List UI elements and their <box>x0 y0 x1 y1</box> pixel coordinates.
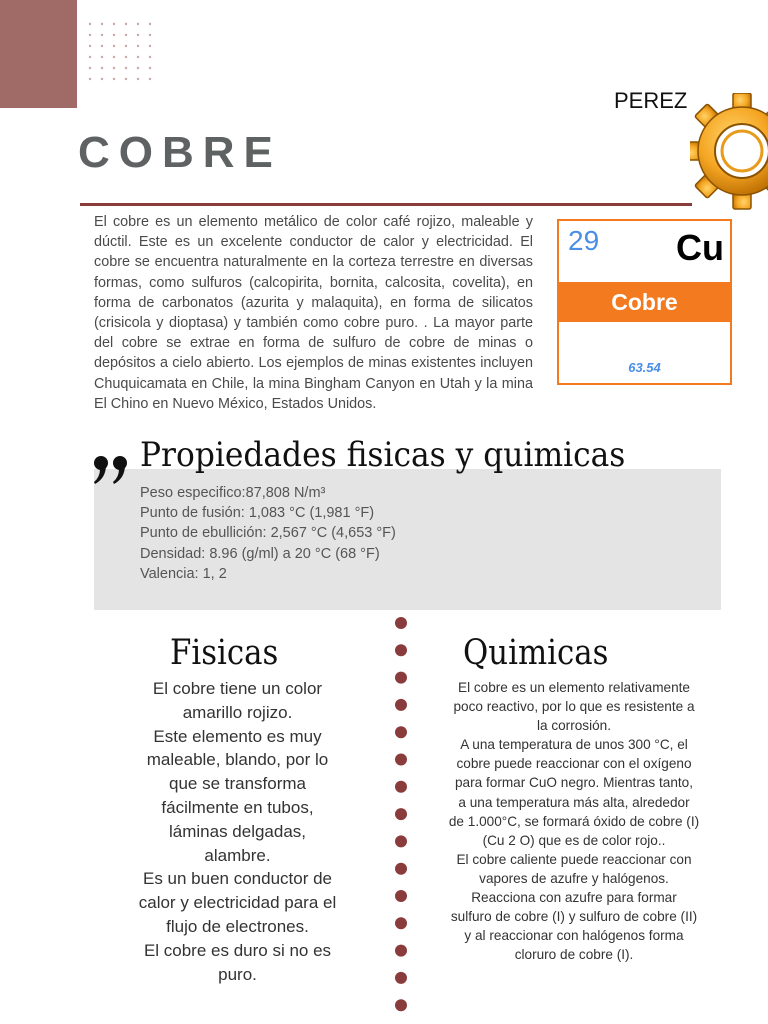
quimicas-line: cobre puede reaccionar con el oxígeno <box>456 756 692 772</box>
title-divider <box>80 203 692 206</box>
decor-dot <box>101 23 103 25</box>
fisicas-line: Este elemento es muy <box>153 726 322 746</box>
decor-dot <box>113 23 115 25</box>
fisicas-line: El cobre es duro si no es <box>143 940 332 960</box>
decor-dot <box>89 67 91 69</box>
divider-dot <box>395 835 407 847</box>
quimicas-line: vapores de azufre y halógenos. <box>479 870 669 886</box>
decor-dot <box>101 78 103 80</box>
atomic-mass: 63.54 <box>628 360 661 375</box>
decor-dot <box>113 78 115 80</box>
fisicas-line: Es un buen conductor de <box>142 869 333 889</box>
decor-dot <box>101 34 103 36</box>
quimicas-line: cloruro de cobre (I). <box>514 947 634 963</box>
fisicas-line: maleable, blando, por lo <box>146 750 329 770</box>
decor-dot <box>125 67 127 69</box>
decor-dot <box>125 56 127 58</box>
corner-accent-block <box>0 0 77 108</box>
property-item: Peso especifico:87,808 N/m³ <box>140 485 326 501</box>
quimicas-text <box>436 678 712 964</box>
property-item: Densidad: 8.96 (g/ml) a 20 °C (68 °F) <box>140 545 380 562</box>
decor-dot <box>125 34 127 36</box>
divider-dot <box>395 781 407 793</box>
decor-dot <box>113 45 115 47</box>
decor-dot <box>89 23 91 25</box>
dot-grid-decoration <box>88 22 152 82</box>
divider-dot <box>395 972 407 984</box>
properties-heading: Propiedades fisicas y quimicas <box>140 435 626 475</box>
decor-dot <box>101 56 103 58</box>
element-name-band <box>559 282 730 322</box>
divider-dot <box>395 726 407 738</box>
divider-dot <box>395 699 407 711</box>
periodic-element-card <box>557 219 732 385</box>
decor-dot <box>89 34 91 36</box>
fisicas-heading: Fisicas <box>170 633 279 673</box>
decor-dot <box>137 34 139 36</box>
fisicas-line: flujo de electrones. <box>166 916 309 936</box>
decor-dot <box>149 78 151 80</box>
decor-dot <box>149 56 151 58</box>
fisicas-text <box>126 677 349 986</box>
quimicas-line: Reacciona con azufre para formar <box>471 890 677 906</box>
quimicas-line: y al reaccionar con halógenos forma <box>464 928 684 944</box>
decor-dot <box>113 34 115 36</box>
quimicas-line: El cobre caliente puede reaccionar con <box>456 851 692 867</box>
decor-dot <box>137 78 139 80</box>
decor-dot <box>125 23 127 25</box>
fisicas-line: fácilmente en tubos, <box>161 797 314 817</box>
property-item: Punto de ebullición: 2,567 °C (4,653 °F) <box>140 525 396 542</box>
quote-icon <box>92 452 132 486</box>
quimicas-line: (Cu 2 O) que es de color rojo.. <box>482 832 666 848</box>
decor-dot <box>149 45 151 47</box>
intro-paragraph: El cobre es un elemento metálico de color café rojizo, maleable y dúctil. Este es un excelente conductor de calor y electricidad. El cobre se encuentra naturalmente en la corteza terrestre en diversas formas, como sulfuros (calcopirita, bornita, calcosita, covelita), en forma de carbonatos (azurita y malaquita), en forma de silicatos (crisicola y dioptasa) y también como cobre puro. . La mayor parte del cobre se extrae en forma de sulfuro de cobre de minas o depósitos a cielo abierto. Los ejemplos de minas existentes incluyen Chuquicamata en Chile, la mina Bingham Canyon en Utah y la mina El Chino en Nuevo México, Estados Unidos. <box>94 214 533 412</box>
decor-dot <box>113 67 115 69</box>
decor-dot <box>137 45 139 47</box>
element-symbol: Cu <box>676 227 724 268</box>
decor-dot <box>149 34 151 36</box>
quimicas-line: sulfuro de cobre (I) y sulfuro de cobre (II) <box>450 909 698 925</box>
divider-dot <box>395 808 407 820</box>
divider-dot <box>395 644 407 656</box>
divider-dot <box>395 754 407 766</box>
decor-dot <box>113 56 115 58</box>
decor-dot <box>137 56 139 58</box>
fisicas-line: amarillo rojizo. <box>182 702 293 722</box>
decor-dot <box>89 45 91 47</box>
properties-list <box>140 483 396 584</box>
author-name: PEREZ <box>614 88 688 113</box>
fisicas-line: láminas delgadas, <box>168 821 307 841</box>
quimicas-line: poco reactivo, por lo que es resistente a <box>453 699 695 715</box>
divider-dot <box>395 999 407 1011</box>
divider-dot <box>395 672 407 684</box>
element-name: Cobre <box>611 289 678 315</box>
decor-dot <box>89 78 91 80</box>
quimicas-line: la corrosión. <box>536 718 612 734</box>
fisicas-line: El cobre tiene un color <box>152 679 323 698</box>
quimicas-line: para formar CuO negro. Mientras tanto, <box>455 775 693 791</box>
divider-dot <box>395 863 407 875</box>
decor-dot <box>149 23 151 25</box>
fisicas-line: puro. <box>218 964 257 984</box>
decor-dot <box>137 67 139 69</box>
divider-dot <box>395 917 407 929</box>
decor-dot <box>89 56 91 58</box>
quimicas-line: A una temperatura de unos 300 °C, el <box>460 737 688 753</box>
decor-dot <box>137 23 139 25</box>
decor-dot <box>101 67 103 69</box>
divider-dot <box>395 890 407 902</box>
atomic-number: 29 <box>568 225 600 256</box>
dotted-column-divider <box>392 612 412 1022</box>
quimicas-line: El cobre es un elemento relativamente <box>458 680 690 695</box>
quimicas-heading: Quimicas <box>463 633 609 673</box>
divider-dot <box>395 945 407 957</box>
property-item: Valencia: 1, 2 <box>140 565 227 582</box>
decor-dot <box>125 45 127 47</box>
fisicas-line: que se transforma <box>168 774 306 794</box>
quimicas-line: a una temperatura más alta, alrededor <box>458 794 690 810</box>
page-title: COBRE <box>78 128 282 177</box>
quimicas-line: de 1.000°C, se formará óxido de cobre (I) <box>448 813 700 829</box>
decor-dot <box>125 78 127 80</box>
decor-dot <box>101 45 103 47</box>
decor-dot <box>149 67 151 69</box>
property-item: Punto de fusión: 1,083 °C (1,981 °F) <box>140 505 375 522</box>
gear-icon <box>690 93 768 213</box>
fisicas-line: calor y electricidad para el <box>138 893 337 913</box>
fisicas-line: alambre. <box>204 845 271 865</box>
divider-dot <box>395 617 407 629</box>
